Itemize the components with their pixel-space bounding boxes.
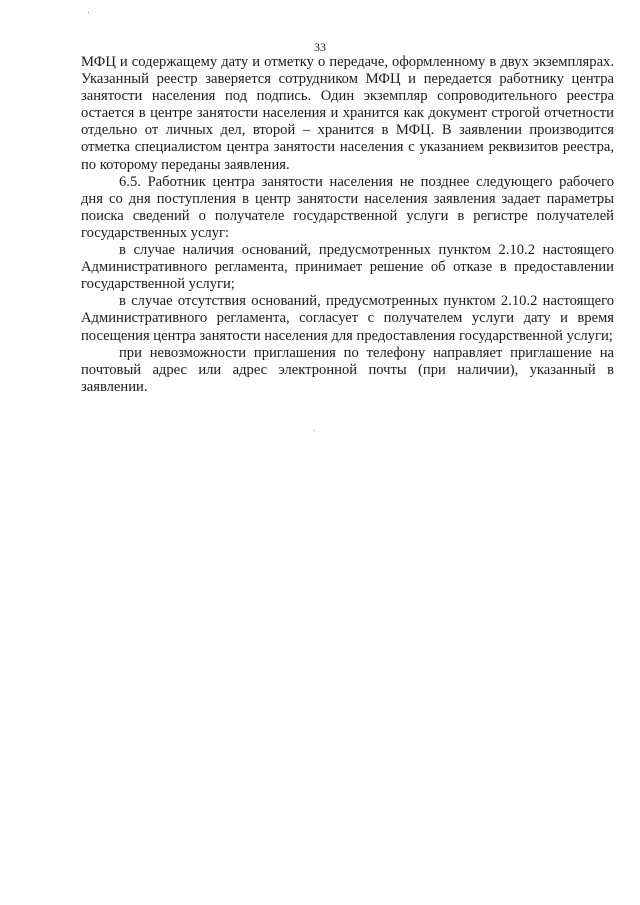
paragraph-refusal-case: в случае наличия оснований, предусмотренных пунктом 2.10.2 настоящего Административного регламента, принимает решение об отказе в предоставлении государственной услуги;	[81, 242, 614, 293]
paragraph-6-5: 6.5. Работник центра занятости населения не позднее следующего рабочего дня со дня поступления в центр занятости населения заявления задает параметры поиска сведений о получателе государственной услуги в регистре получателей государственных услуг:	[81, 173, 614, 241]
scan-speck	[88, 12, 89, 13]
paragraph-appointment-case: в случае отсутствия оснований, предусмотренных пунктом 2.10.2 настоящего Административного регламента, согласует с получателем услуги дату и время посещения центра занятости населения для предоставления государственной услуги;	[81, 293, 614, 344]
paragraph-invitation: при невозможности приглашения по телефону направляет приглашение на почтовый адрес или адрес электронной почты (при наличии), указанный в заявлении.	[81, 344, 614, 395]
document-body	[81, 54, 614, 396]
paragraph-mfc-registry: МФЦ и содержащему дату и отметку о передаче, оформленному в двух экземплярах. Указанный реестр заверяется сотрудником МФЦ и передается работнику центра занятости населения под подпись. Один экземпляр сопроводительного реестра остается в центре занятости населения и хранится как документ строгой отчетности отдельно от личных дел, второй – хранится в МФЦ. В заявлении производится отметка специалистом центра занятости населения с указанием реквизитов реестра, по которому переданы заявления.	[81, 54, 614, 173]
page-number: 33	[314, 40, 326, 54]
scan-speck	[314, 430, 315, 431]
